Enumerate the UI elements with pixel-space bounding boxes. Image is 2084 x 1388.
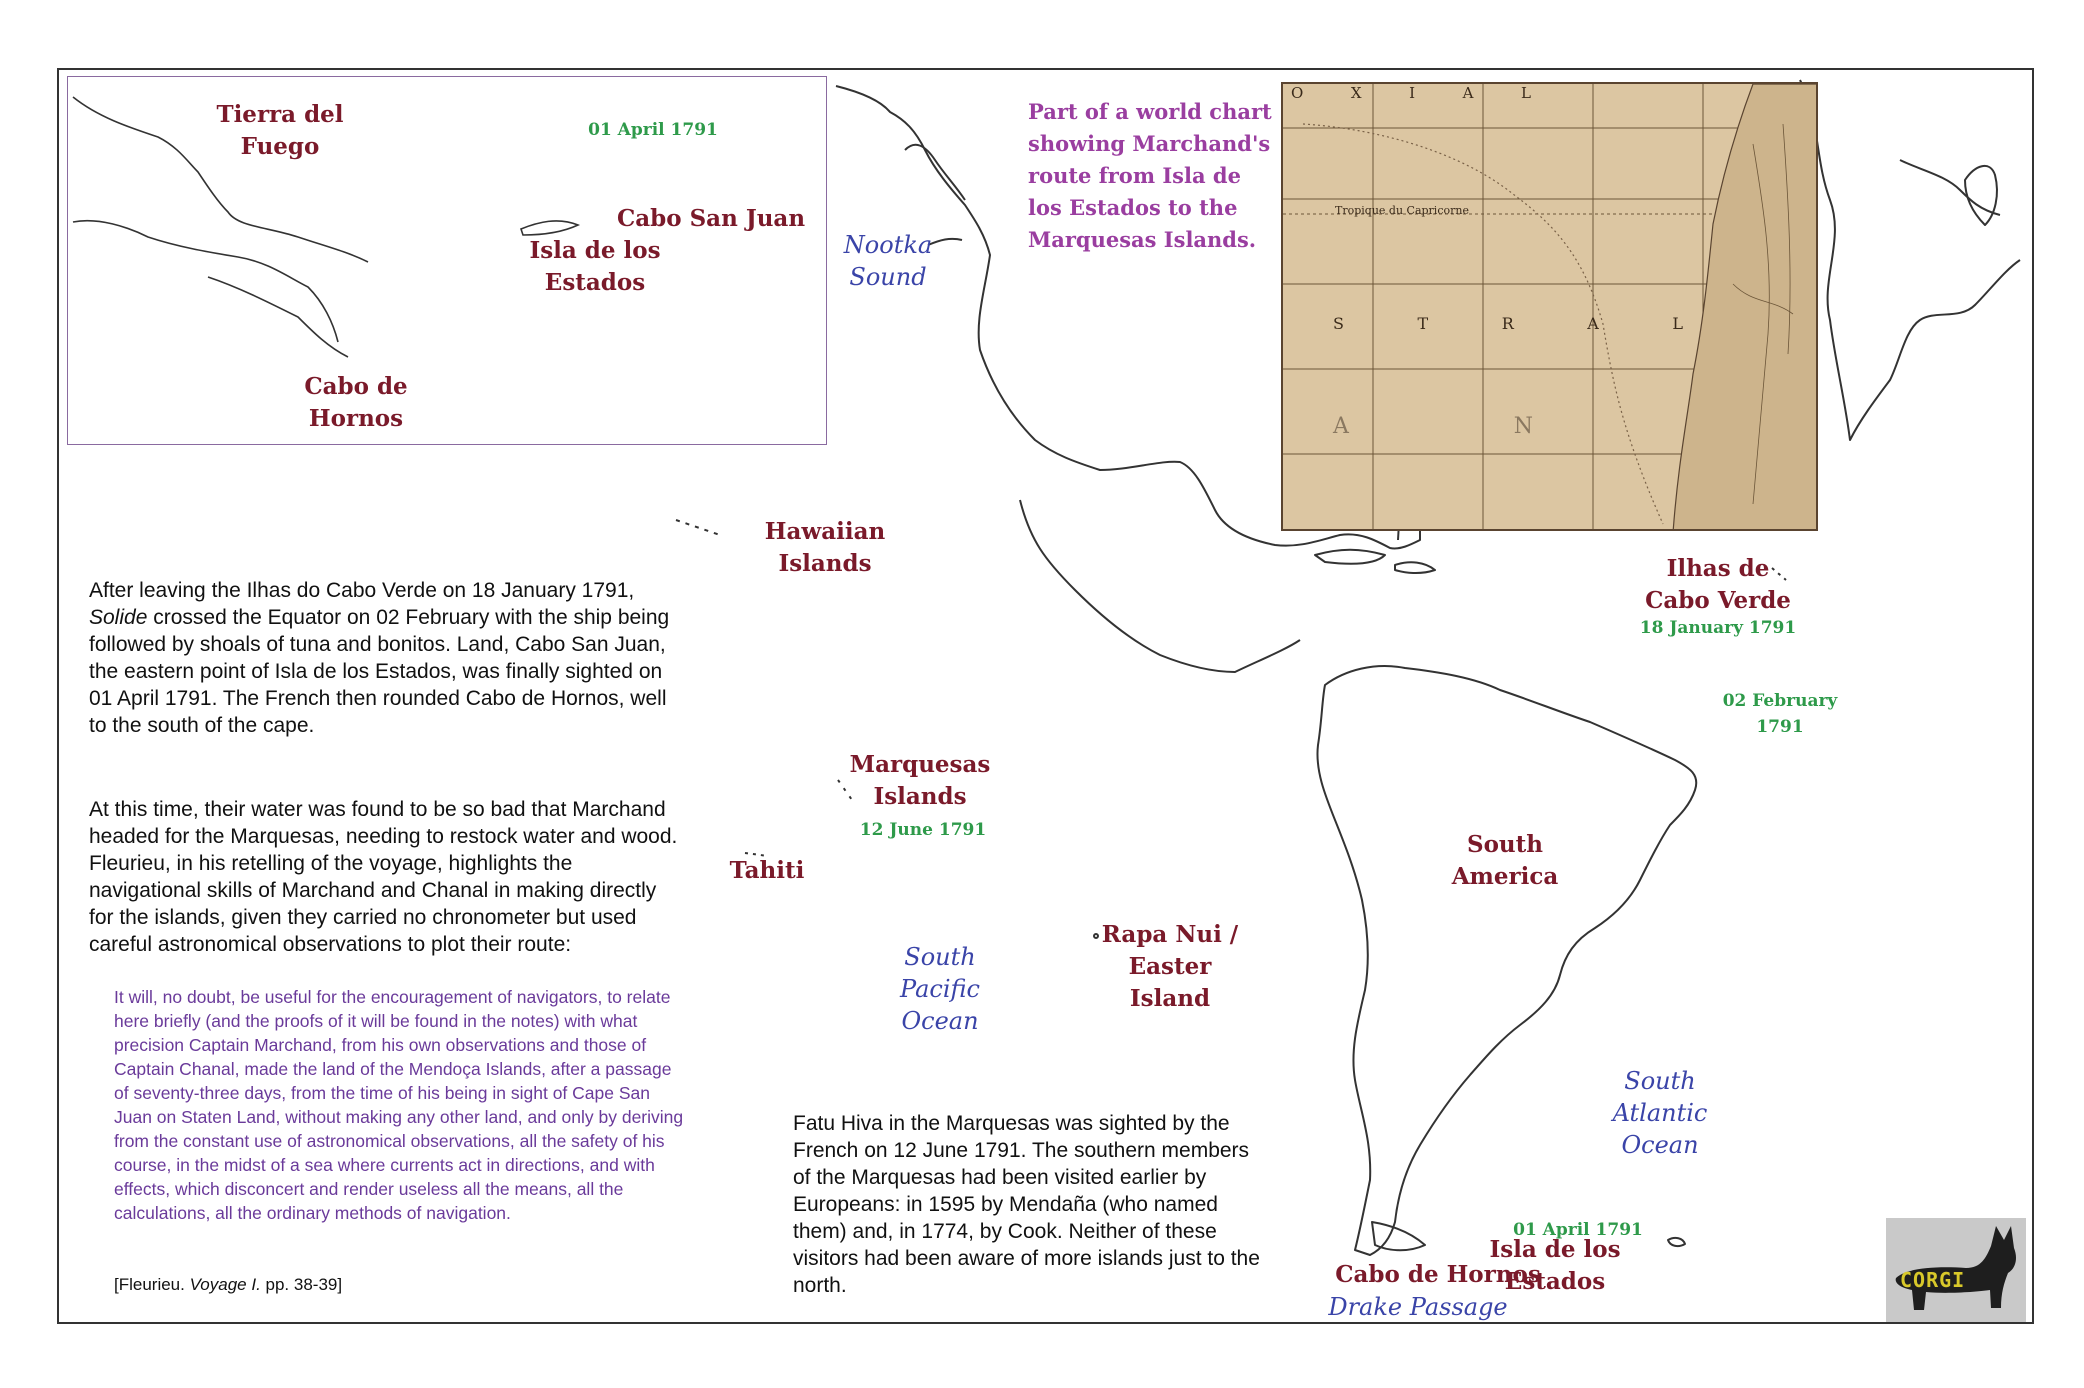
antique-world-chart [1281, 82, 1818, 531]
cabo-verde-date: 18 January 1791 [1639, 618, 1797, 638]
inset-date-label: 01 April 1791 [588, 120, 718, 140]
paragraph-one-start: After leaving the Ilhas do Cabo Verde on 18 January 1791, [89, 579, 635, 602]
chart-grid [1283, 84, 1818, 531]
south-america-label: South America [1451, 831, 1559, 890]
drake-passage-label: Drake Passage [1328, 1293, 1508, 1321]
south-atlantic-label: South Atlantic Ocean [1612, 1067, 1708, 1159]
tahiti-label: Tahiti [729, 857, 805, 884]
paragraph-three: Fatu Hiva in the Marquesas was sighted by the French on 12 June 1791. The southern members of the Marquesas had been visited earlier by Europeans: in 1595 by Mendaña (who named them) and, in 1774, by Cook. Neither of these visitors had been aware of more islands just to the north. [793, 1112, 1260, 1297]
cabo-hornos-label: Cabo de Hornos [1335, 1261, 1541, 1288]
estados-date: 01 April 1791 [1513, 1220, 1643, 1240]
south-pacific-label: South Pacific Ocean [900, 943, 980, 1035]
tierra-del-fuego-island [1372, 1222, 1425, 1250]
chart-tropic-label: Tropique du Capricorne [1335, 204, 1469, 217]
central-america-coast [1020, 500, 1300, 672]
citation-pages: pp. 38-39] [260, 1275, 343, 1294]
chart-letter-o: O [1291, 84, 1304, 102]
tierra-del-fuego-label: Tierra del Fuego [216, 101, 344, 160]
chart-letter-a: A [1462, 84, 1474, 102]
cabo-verde-label: Ilhas de Cabo Verde [1645, 555, 1791, 614]
cabo-san-juan-label: Cabo San Juan [616, 205, 806, 232]
chart-letter-l: L [1521, 84, 1531, 102]
chart-letter-s: S [1333, 314, 1344, 333]
chart-letter-a3: A [1333, 414, 1349, 439]
chart-letter-i: I [1409, 84, 1416, 102]
paragraph-two: At this time, their water was found to be so bad that Marchand headed for the Marquesas, needing to restock water and wood. Fleurieu, in his retelling of the voyage, highlights the navigational skills of Marchand and Chanal in making directly for the islands, given they carried no chronometer but used careful astronomical observations to plot their route: [89, 798, 678, 956]
citation [114, 1275, 342, 1295]
equator-date: 02 February 1791 [1722, 691, 1838, 737]
hawaii-dots [676, 520, 720, 535]
inset-cabo-hornos-label: Cabo de Hornos [304, 373, 408, 432]
chart-letter-t: T [1417, 314, 1429, 333]
chart-letter-x: X [1350, 84, 1362, 102]
hawaiian-islands-label: Hawaiian Islands [764, 518, 886, 577]
paragraph-one [89, 577, 684, 739]
chart-letter-r: R [1501, 314, 1514, 333]
rapa-nui-label: Rapa Nui / Easter Island [1101, 921, 1239, 1012]
nootka-sound-label: Nootka Sound [843, 231, 933, 291]
south-america-coast [1317, 666, 1696, 1255]
citation-start: [Fleurieu. [114, 1275, 190, 1294]
citation-title: Voyage I. [189, 1275, 261, 1294]
chart-letter-n: N [1513, 414, 1533, 439]
inset-southern-islands [208, 277, 348, 357]
chart-letter-l2: L [1672, 314, 1683, 333]
chart-south-america-coast [1673, 84, 1818, 531]
isla-estados-label: Isla de los Estados [1489, 1236, 1621, 1295]
falklands-island [1668, 1238, 1685, 1246]
inset-islands [73, 221, 338, 342]
british-isles [1965, 166, 1997, 225]
chart-letter-a2: A [1587, 314, 1599, 333]
fleurieu-quote: It will, no doubt, be useful for the encouragement of navigators, to relate here briefly (and the proofs of it will be found in the notes) with what precision Captain Marchand, from his own observations and those of Captain Chanal, made the land of the Mendoça Islands, after a passage of seventy-three days, from the time of his being in sight of Cape San Juan on Staten Land, without making any other land, and only by deriving from the constant use of astronomical observations, all the safety of his course, in the midst of a sea where currents act in directions, and with effects, which disconcert and render useless all the means, all the calculations, all the ordinary methods of navigation. [114, 987, 684, 1223]
marquesas-date: 12 June 1791 [859, 820, 987, 840]
inset-isla-estados-label: Isla de los Estados [529, 237, 661, 296]
africa-coast [1800, 80, 2020, 440]
cuba-island [1315, 550, 1385, 564]
chart-caption: Part of a world chart showing Marchand's route from Isla de los Estados to the Marquesas Islands. [1028, 99, 1272, 252]
marquesas-label: Marquesas Islands [849, 751, 991, 810]
iberia-coast [1900, 160, 2000, 215]
paragraph-one-end: crossed the Equator on 02 February with the ship being followed by shoals of tuna and bonitos. Land, Cabo San Juan, the eastern point of Isla de los Estados, was finally sighted on 01 April 1791. The French then rounded Cabo de Hornos, well to the south of the cape. [89, 606, 670, 737]
corgi-logo-text: CORGI [1900, 1268, 1966, 1292]
inset-map [67, 76, 827, 445]
hispaniola-island [1395, 562, 1435, 573]
corgi-logo [1886, 1218, 2026, 1322]
ship-name: Solide [89, 606, 148, 629]
pacific-nw-islands [905, 145, 965, 200]
inset-estados [521, 221, 578, 235]
